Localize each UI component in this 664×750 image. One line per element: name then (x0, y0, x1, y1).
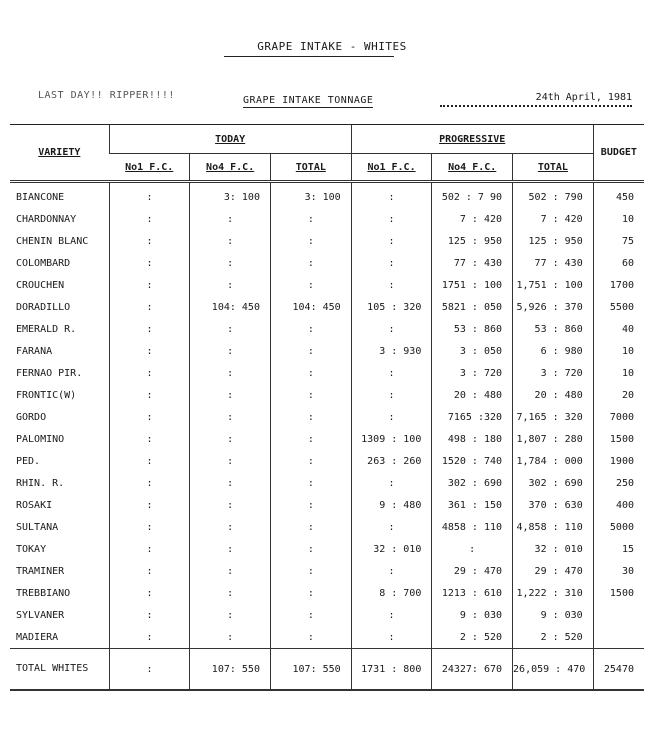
today-no4-cell: : (190, 274, 271, 296)
today-no1-cell: : (109, 626, 190, 649)
progressive-total-cell: 302 : 690 (513, 472, 594, 494)
progressive-no4-cell: 1520 : 740 (432, 450, 513, 472)
progressive-no1-cell: 8 : 700 (351, 582, 432, 604)
progressive-total-cell: 370 : 630 (513, 494, 594, 516)
table-row (10, 472, 644, 494)
variety-cell: SYLVANER (16, 609, 65, 621)
today-no4-cell: : (190, 340, 271, 362)
table-row (10, 428, 644, 450)
progressive-no1-cell: 3 : 930 (351, 340, 432, 362)
today-no1-cell: : (109, 230, 190, 252)
variety-cell: BIANCONE (16, 191, 65, 203)
progressive-no4-cell: : (432, 538, 513, 560)
today-no4-cell: : (190, 208, 271, 230)
today-no4-cell: : (190, 626, 271, 649)
progressive-no4-cell: 5821 : 050 (432, 296, 513, 318)
variety-cell: FERNAO PIR. (16, 367, 83, 379)
variety-cell: CHENIN BLANC (16, 235, 89, 247)
today-no4-cell: : (190, 450, 271, 472)
progressive-no1-cell: : (351, 362, 432, 384)
table-subtitle: GRAPE INTAKE TONNAGE (243, 95, 374, 106)
budget-cell: 1500 (593, 428, 644, 450)
today-total-cell: : (270, 362, 351, 384)
today-no4-header: No4 F.C. (190, 154, 271, 182)
progressive-total-cell: 7 : 420 (513, 208, 594, 230)
table-row (10, 538, 644, 560)
today-total-cell: : (270, 274, 351, 296)
budget-cell: 250 (593, 472, 644, 494)
progressive-no4-cell: 9 : 030 (432, 604, 513, 626)
today-no4-cell: : (190, 560, 271, 582)
budget-cell: 7000 (593, 406, 644, 428)
progressive-no4-cell: 502 : 7 90 (432, 182, 513, 209)
progressive-no1-cell: : (351, 516, 432, 538)
today-no1-cell: : (109, 516, 190, 538)
variety-cell: CHARDONNAY (16, 213, 77, 225)
today-total-cell: : (270, 560, 351, 582)
progressive-no1-cell: 1731 : 800 (351, 649, 432, 691)
progressive-no1-cell: : (351, 384, 432, 406)
today-no1-cell: : (109, 340, 190, 362)
today-no1-cell: : (109, 604, 190, 626)
budget-cell: 20 (593, 384, 644, 406)
today-no1-cell: : (109, 472, 190, 494)
progressive-no4-cell: 4858 : 110 (432, 516, 513, 538)
budget-cell: 25470 (593, 649, 644, 691)
progressive-no1-cell: 9 : 480 (351, 494, 432, 516)
progressive-total-cell: 53 : 860 (513, 318, 594, 340)
table-row (10, 318, 644, 340)
budget-cell: 60 (593, 252, 644, 274)
today-no1-cell: : (109, 296, 190, 318)
progressive-total-cell: 26,059 : 470 (513, 649, 594, 691)
progressive-no4-cell: 29 : 470 (432, 560, 513, 582)
progressive-no1-cell: : (351, 604, 432, 626)
progressive-total-cell: 1,751 : 100 (513, 274, 594, 296)
table-row (10, 626, 644, 649)
progressive-no4-cell: 20 : 480 (432, 384, 513, 406)
today-no1-cell: : (109, 384, 190, 406)
variety-cell: CROUCHEN (16, 279, 65, 291)
budget-cell (593, 626, 644, 649)
today-no4-cell: : (190, 538, 271, 560)
today-no1-cell: : (109, 362, 190, 384)
variety-cell: RHIN. R. (16, 477, 65, 489)
progressive-no4-cell: 125 : 950 (432, 230, 513, 252)
table-row (10, 252, 644, 274)
progressive-no1-cell: : (351, 406, 432, 428)
progressive-no1-cell: 263 : 260 (351, 450, 432, 472)
today-no4-cell: : (190, 472, 271, 494)
progressive-total-cell: 5,926 : 370 (513, 296, 594, 318)
table-body (10, 182, 644, 691)
today-no1-cell: : (109, 208, 190, 230)
budget-cell: 15 (593, 538, 644, 560)
progressive-no4-cell: 361 : 150 (432, 494, 513, 516)
today-no4-cell: : (190, 428, 271, 450)
progressive-no1-cell: : (351, 208, 432, 230)
today-total-cell: 104: 450 (270, 296, 351, 318)
progressive-no1-cell: : (351, 252, 432, 274)
progressive-no4-cell: 3 : 720 (432, 362, 513, 384)
progressive-total-cell: 29 : 470 (513, 560, 594, 582)
progressive-no4-cell: 24327: 670 (432, 649, 513, 691)
variety-cell: FARANA (16, 345, 53, 357)
today-total-cell: : (270, 494, 351, 516)
today-no1-cell: : (109, 252, 190, 274)
today-total-cell: : (270, 230, 351, 252)
today-total-cell: : (270, 384, 351, 406)
variety-cell: EMERALD R. (16, 323, 77, 335)
budget-cell (593, 604, 644, 626)
table-row (10, 582, 644, 604)
budget-cell: 30 (593, 560, 644, 582)
today-total-cell: : (270, 626, 351, 649)
today-total-cell: : (270, 604, 351, 626)
today-total-cell: : (270, 472, 351, 494)
variety-cell: TRAMINER (16, 565, 65, 577)
today-no1-cell: : (109, 406, 190, 428)
progressive-header: PROGRESSIVE (351, 125, 593, 154)
table-row (10, 384, 644, 406)
today-total-header: TOTAL (270, 154, 351, 182)
progressive-total-cell: 9 : 030 (513, 604, 594, 626)
budget-cell: 10 (593, 208, 644, 230)
today-no4-cell: : (190, 384, 271, 406)
variety-cell: COLOMBARD (16, 257, 71, 269)
table-row (10, 604, 644, 626)
variety-cell: DORADILLO (16, 301, 71, 313)
today-header: TODAY (109, 125, 351, 154)
progressive-no1-cell: : (351, 560, 432, 582)
today-no4-cell: : (190, 252, 271, 274)
progressive-no1-header: No1 F.C. (351, 154, 432, 182)
today-total-cell: : (270, 516, 351, 538)
today-no4-cell: : (190, 406, 271, 428)
progressive-total-cell: 502 : 790 (513, 182, 594, 209)
budget-cell: 400 (593, 494, 644, 516)
today-no4-cell: : (190, 582, 271, 604)
today-total-cell: : (270, 340, 351, 362)
today-total-cell: : (270, 582, 351, 604)
progressive-no4-header: No4 F.C. (432, 154, 513, 182)
table-row (10, 362, 644, 384)
today-total-cell: : (270, 450, 351, 472)
variety-cell: TOTAL WHITES (10, 649, 109, 691)
progressive-no1-cell: : (351, 274, 432, 296)
today-no4-cell: : (190, 516, 271, 538)
variety-cell: PALOMINO (16, 433, 65, 445)
progressive-total-cell: 20 : 480 (513, 384, 594, 406)
variety-cell: PED. (16, 455, 41, 467)
today-no4-cell: : (190, 318, 271, 340)
today-no1-cell: : (109, 428, 190, 450)
table-row (10, 296, 644, 318)
today-total-cell: : (270, 538, 351, 560)
today-no1-cell: : (109, 582, 190, 604)
progressive-no4-cell: 498 : 180 (432, 428, 513, 450)
variety-cell: ROSAKI (16, 499, 53, 511)
today-total-cell: 3: 100 (270, 182, 351, 209)
today-no4-cell: : (190, 604, 271, 626)
last-day-note: LAST DAY!! RIPPER!!!! (38, 90, 175, 101)
progressive-no4-cell: 302 : 690 (432, 472, 513, 494)
today-no4-cell: : (190, 494, 271, 516)
budget-cell: 40 (593, 318, 644, 340)
today-total-cell: : (270, 406, 351, 428)
today-total-cell: 107: 550 (270, 649, 351, 691)
table-row (10, 340, 644, 362)
progressive-no1-cell: 1309 : 100 (351, 428, 432, 450)
table-row (10, 406, 644, 428)
progressive-no1-cell: : (351, 318, 432, 340)
today-total-cell: : (270, 208, 351, 230)
progressive-no4-cell: 1751 : 100 (432, 274, 513, 296)
progressive-total-cell: 1,784 : 000 (513, 450, 594, 472)
table-row (10, 516, 644, 538)
progressive-no4-cell: 7 : 420 (432, 208, 513, 230)
budget-cell: 5000 (593, 516, 644, 538)
variety-cell: GORDO (16, 411, 47, 423)
today-no1-cell: : (109, 450, 190, 472)
progressive-no4-cell: 7165 :320 (432, 406, 513, 428)
report-date: 24th April, 1981 (440, 92, 632, 107)
progressive-total-cell: 125 : 950 (513, 230, 594, 252)
total-row (10, 649, 644, 691)
progressive-no4-cell: 2 : 520 (432, 626, 513, 649)
budget-cell: 450 (593, 182, 644, 209)
progressive-no4-cell: 1213 : 610 (432, 582, 513, 604)
budget-cell: 10 (593, 340, 644, 362)
progressive-total-cell: 1,222 : 310 (513, 582, 594, 604)
today-no1-cell: : (109, 182, 190, 209)
progressive-no1-cell: 32 : 010 (351, 538, 432, 560)
table-row (10, 274, 644, 296)
budget-cell: 5500 (593, 296, 644, 318)
progressive-no4-cell: 53 : 860 (432, 318, 513, 340)
progressive-no1-cell: : (351, 626, 432, 649)
budget-header: BUDGET (593, 125, 644, 182)
variety-cell: TREBBIANO (16, 587, 71, 599)
progressive-total-header: TOTAL (513, 154, 594, 182)
progressive-total-cell: 6 : 980 (513, 340, 594, 362)
progressive-no1-cell: : (351, 182, 432, 209)
today-no4-cell: 3: 100 (190, 182, 271, 209)
progressive-total-cell: 2 : 520 (513, 626, 594, 649)
today-total-cell: : (270, 252, 351, 274)
today-no1-cell: : (109, 649, 190, 691)
document-title: GRAPE INTAKE - WHITES (257, 40, 407, 53)
table-row (10, 182, 644, 209)
variety-cell: SULTANA (16, 521, 59, 533)
progressive-no1-cell: : (351, 230, 432, 252)
progressive-total-cell: 32 : 010 (513, 538, 594, 560)
today-no4-cell: 104: 450 (190, 296, 271, 318)
today-no1-cell: : (109, 318, 190, 340)
variety-cell: TOKAY (16, 543, 47, 555)
progressive-no1-cell: 105 : 320 (351, 296, 432, 318)
table-row (10, 450, 644, 472)
variety-header: VARIETY (10, 125, 109, 182)
today-total-cell: : (270, 428, 351, 450)
progressive-total-cell: 77 : 430 (513, 252, 594, 274)
progressive-no4-cell: 3 : 050 (432, 340, 513, 362)
variety-cell: MADIERA (16, 631, 59, 643)
progressive-total-cell: 4,858 : 110 (513, 516, 594, 538)
today-no1-cell: : (109, 560, 190, 582)
progressive-no1-cell: : (351, 472, 432, 494)
today-no1-cell: : (109, 494, 190, 516)
table-row (10, 494, 644, 516)
progressive-total-cell: 1,807 : 280 (513, 428, 594, 450)
today-no4-cell: : (190, 230, 271, 252)
title-underline (224, 56, 394, 57)
today-no4-cell: 107: 550 (190, 649, 271, 691)
today-no4-cell: : (190, 362, 271, 384)
table-row (10, 230, 644, 252)
today-no1-header: No1 F.C. (109, 154, 190, 182)
progressive-total-cell: 3 : 720 (513, 362, 594, 384)
today-no1-cell: : (109, 274, 190, 296)
budget-cell: 10 (593, 362, 644, 384)
budget-cell: 1500 (593, 582, 644, 604)
progressive-total-cell: 7,165 : 320 (513, 406, 594, 428)
today-no1-cell: : (109, 538, 190, 560)
table-row (10, 560, 644, 582)
budget-cell: 1700 (593, 274, 644, 296)
budget-cell: 1900 (593, 450, 644, 472)
variety-cell: FRONTIC(W) (16, 389, 77, 401)
table-row (10, 208, 644, 230)
budget-cell: 75 (593, 230, 644, 252)
progressive-no4-cell: 77 : 430 (432, 252, 513, 274)
today-total-cell: : (270, 318, 351, 340)
grape-intake-table (10, 125, 644, 691)
